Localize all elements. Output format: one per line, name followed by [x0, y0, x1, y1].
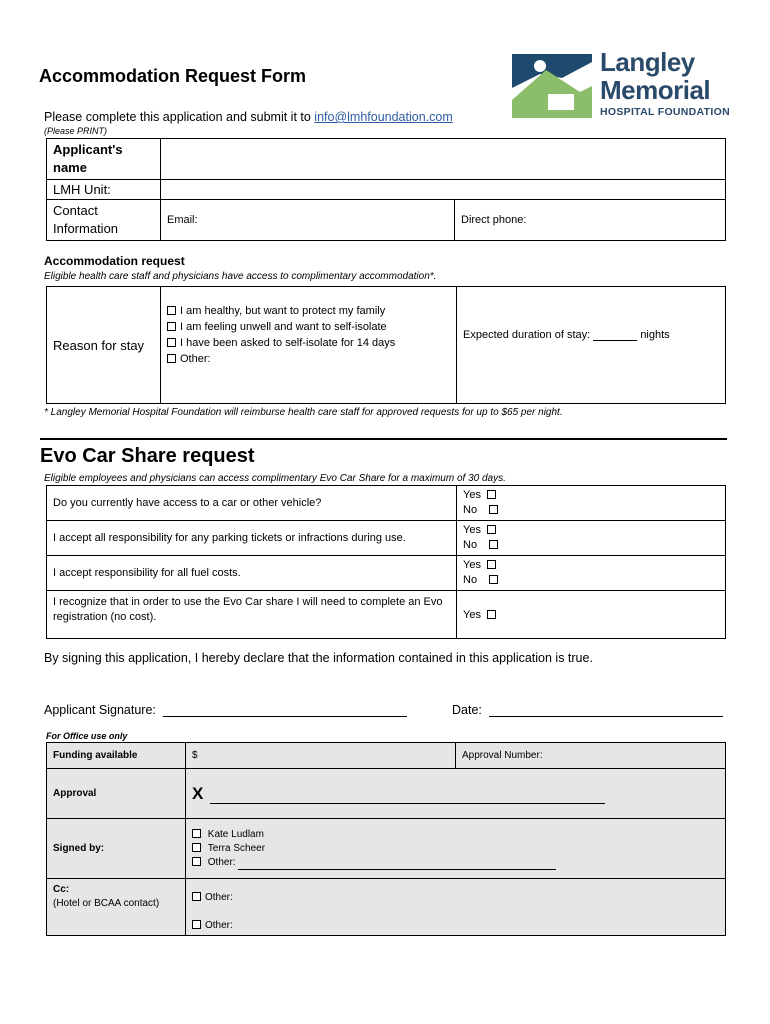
signed-by-label: Signed by: — [47, 819, 186, 879]
date-line[interactable] — [489, 716, 723, 717]
yes-option[interactable]: Yes — [463, 488, 719, 503]
checkbox-icon[interactable] — [192, 920, 201, 929]
yes-option[interactable]: Yes — [463, 609, 719, 621]
applicant-table — [46, 138, 726, 241]
checkbox-icon[interactable] — [487, 490, 496, 499]
signer-option[interactable]: Kate Ludlam — [192, 828, 719, 842]
checkbox-icon[interactable] — [167, 354, 176, 363]
duration-label: Expected duration of stay: — [463, 329, 591, 341]
evo-answer — [457, 486, 726, 521]
logo-mark-icon — [510, 48, 592, 120]
yes-option[interactable]: Yes — [463, 523, 719, 538]
declaration: By signing this application, I hereby declare that the information contained in this application is true. — [44, 651, 593, 665]
cc-other[interactable]: Other: — [192, 891, 719, 905]
evo-question: I accept all responsibility for any parking tickets or infractions during use. — [47, 521, 457, 556]
cc-sub: (Hotel or BCAA contact) — [53, 898, 160, 909]
reason-options — [161, 287, 457, 404]
cc-options — [186, 879, 726, 936]
reason-option[interactable]: I am feeling unwell and want to self-isolate — [167, 319, 450, 335]
checkbox-icon[interactable] — [489, 575, 498, 584]
reason-option[interactable]: I am healthy, but want to protect my family — [167, 303, 450, 319]
lmh-unit-field[interactable] — [161, 180, 726, 200]
evo-question: I accept responsibility for all fuel costs. — [47, 556, 457, 591]
funding-field[interactable] — [186, 743, 456, 769]
evo-table — [46, 485, 726, 639]
signer-other-line[interactable] — [238, 869, 556, 870]
signer-option[interactable]: Other: — [192, 856, 719, 870]
checkbox-icon[interactable] — [192, 843, 201, 852]
intro-instruction: Please complete this application and submit it to — [44, 110, 315, 124]
reason-option[interactable]: Other: — [167, 351, 450, 367]
no-option[interactable]: No — [463, 573, 719, 588]
checkbox-icon[interactable] — [192, 829, 201, 838]
phone-field[interactable] — [455, 200, 726, 241]
email-label: Email: — [167, 214, 198, 226]
approval-label: Approval — [47, 769, 186, 819]
evo-subheading: Eligible employees and physicians can access complimentary Evo Car Share for a maximum of 30 days. — [44, 473, 506, 484]
email-field[interactable] — [161, 200, 455, 241]
evo-question: I recognize that in order to use the Evo Car share I will need to complete an Evo registration (no cost). — [47, 591, 457, 639]
duration-input[interactable] — [593, 340, 637, 341]
email-link[interactable]: info@lmhfoundation.com — [314, 110, 453, 124]
checkbox-icon[interactable] — [167, 322, 176, 331]
checkbox-icon[interactable] — [167, 338, 176, 347]
accommodation-footnote: * Langley Memorial Hospital Foundation will reimburse health care staff for approved requests for up to $65 per night. — [44, 407, 563, 418]
evo-question: Do you currently have access to a car or other vehicle? — [47, 486, 457, 521]
evo-answer — [457, 591, 726, 639]
signers-list — [186, 819, 726, 879]
approval-number-field[interactable] — [456, 743, 726, 769]
applicant-name-label: Applicant's name — [47, 139, 161, 180]
approval-number-label: Approval Number: — [462, 750, 543, 761]
approval-mark: X — [192, 783, 204, 803]
no-option[interactable]: No — [463, 538, 719, 553]
signature-row — [44, 703, 407, 717]
accommodation-subheading: Eligible health care staff and physicians have access to complimentary accommodation*. — [44, 271, 437, 282]
reason-label: Reason for stay — [47, 287, 161, 404]
print-note: (Please PRINT) — [44, 126, 108, 136]
approval-signature-line[interactable] — [210, 803, 605, 804]
intro-text — [44, 110, 453, 124]
applicant-name-field[interactable] — [161, 139, 726, 180]
cc-label-cell — [47, 879, 186, 936]
date-label: Date: — [452, 703, 482, 717]
duration-cell — [457, 287, 726, 404]
contact-label: Contact Information — [47, 200, 161, 241]
checkbox-icon[interactable] — [192, 857, 201, 866]
office-table — [46, 742, 726, 936]
checkbox-icon[interactable] — [487, 560, 496, 569]
evo-answer — [457, 521, 726, 556]
accommodation-table — [46, 286, 726, 404]
section-divider — [40, 438, 727, 440]
funding-label: Funding available — [47, 743, 186, 769]
checkbox-icon[interactable] — [487, 610, 496, 619]
checkbox-icon[interactable] — [192, 892, 201, 901]
form-title: Accommodation Request Form — [39, 66, 307, 86]
logo-line-1: Langley — [600, 47, 695, 77]
reason-option[interactable]: I have been asked to self-isolate for 14 days — [167, 335, 450, 351]
logo-line-2: Memorial — [600, 75, 711, 105]
date-row — [452, 703, 723, 717]
phone-label: Direct phone: — [461, 214, 527, 226]
logo-line-3: HOSPITAL FOUNDATION — [600, 106, 730, 118]
evo-heading: Evo Car Share request — [40, 445, 255, 467]
office-heading: For Office use only — [46, 731, 128, 741]
checkbox-icon[interactable] — [167, 306, 176, 315]
lmh-unit-label: LMH Unit: — [47, 180, 161, 200]
evo-answer — [457, 556, 726, 591]
yes-option[interactable]: Yes — [463, 558, 719, 573]
cc-other[interactable]: Other: — [192, 919, 719, 933]
signer-option[interactable]: Terra Scheer — [192, 842, 719, 856]
checkbox-icon[interactable] — [487, 525, 496, 534]
no-option[interactable]: No — [463, 503, 719, 518]
foundation-logo — [510, 48, 730, 120]
approval-field[interactable] — [186, 769, 726, 819]
accommodation-heading: Accommodation request — [44, 254, 185, 268]
dollar-sign: $ — [192, 750, 198, 761]
checkbox-icon[interactable] — [489, 540, 498, 549]
signature-label: Applicant Signature: — [44, 703, 156, 717]
checkbox-icon[interactable] — [489, 505, 498, 514]
cc-label: Cc: — [53, 884, 70, 895]
signature-line[interactable] — [163, 716, 407, 717]
duration-unit: nights — [640, 329, 670, 341]
